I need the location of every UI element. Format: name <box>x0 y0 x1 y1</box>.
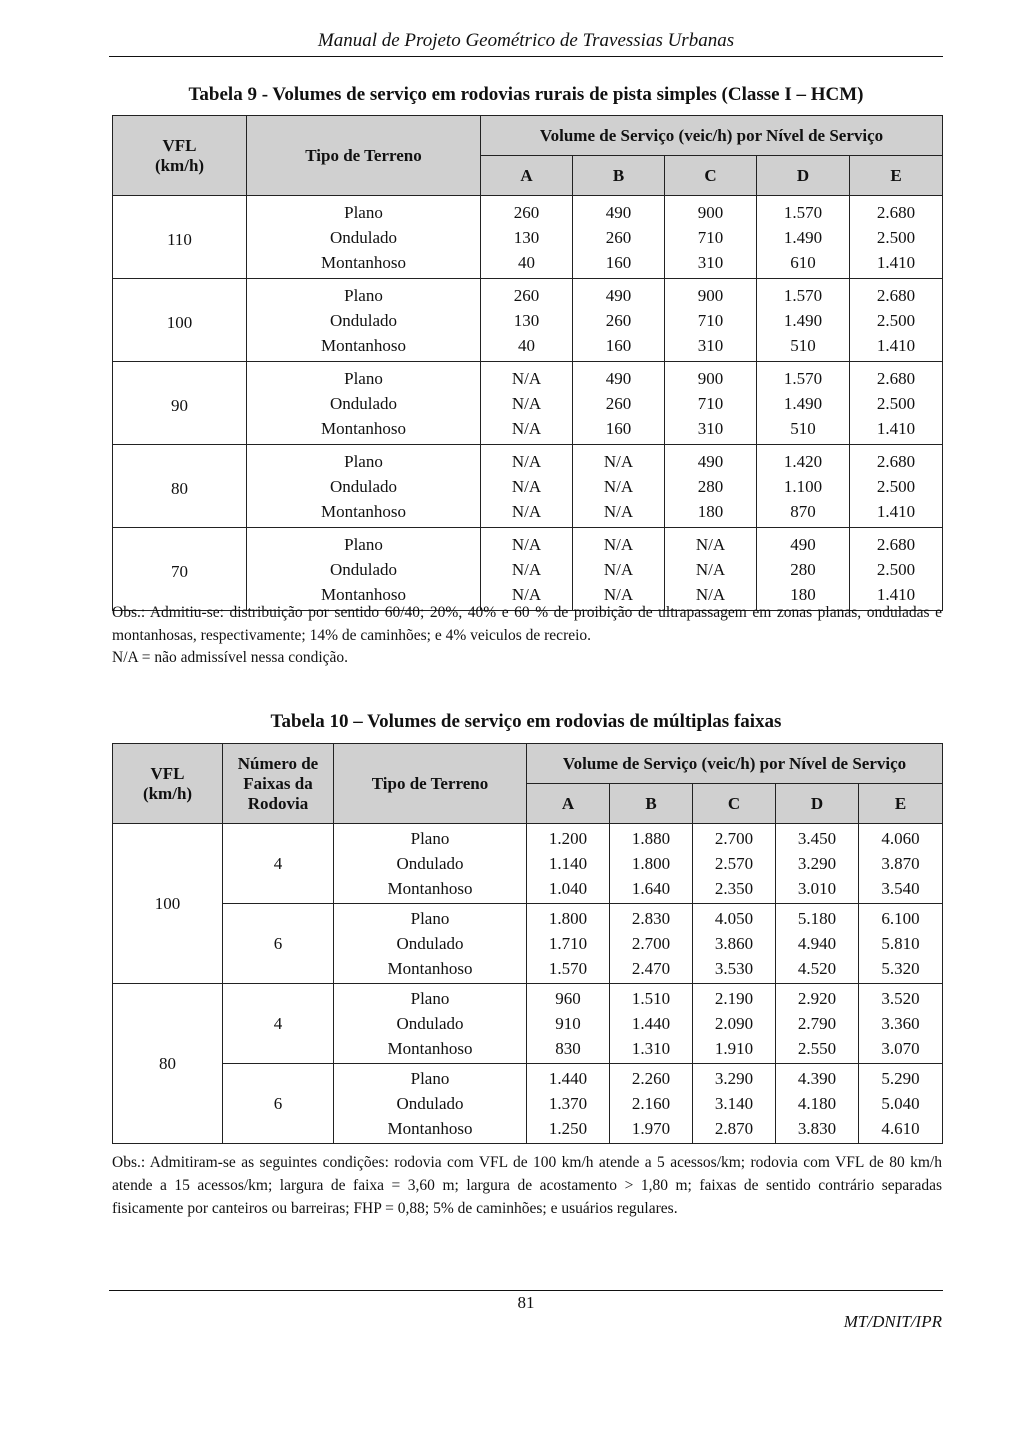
value-cell: 3.290 <box>693 1064 776 1092</box>
value-cell: N/A <box>481 416 573 445</box>
value-cell: 710 <box>665 308 757 333</box>
value-cell: N/A <box>481 582 573 611</box>
vfl-cell: 100 <box>113 279 247 362</box>
table9 <box>112 115 943 611</box>
table-row <box>113 824 943 852</box>
value-cell: N/A <box>573 474 665 499</box>
value-cell: 3.870 <box>859 851 943 876</box>
value-cell: 4.940 <box>776 931 859 956</box>
value-cell: N/A <box>665 557 757 582</box>
value-cell: 1.420 <box>757 445 850 475</box>
value-cell: 900 <box>665 279 757 309</box>
value-cell: 1.800 <box>610 851 693 876</box>
table10-observation: Obs.: Admitiram-se as seguintes condições: rodovia com VFL de 100 km/h atende a 5 acessos/km; rodovia com VFL de 80 km/h atende a 15 acessos/km; largura de faixa = 3,60 m; largura de acostamento > 1,80 m; faixas de sentido contrário separadas fisicamente por canteiros ou barreiras; FHP = 0,88; 5% de caminhões; e usuários regulares. <box>112 1154 942 1217</box>
value-cell: 4.180 <box>776 1091 859 1116</box>
value-cell: 510 <box>757 333 850 362</box>
value-cell: 1.490 <box>757 391 850 416</box>
table10-header-level-a: A <box>527 784 610 824</box>
terrain-cell: Ondulado <box>334 851 527 876</box>
table10-title: Tabela 10 – Volumes de serviço em rodovias de múltiplas faixas <box>270 711 782 732</box>
vfl-cell: 110 <box>113 196 247 279</box>
table9-header-level-a: A <box>481 156 573 196</box>
value-cell: 4.390 <box>776 1064 859 1092</box>
value-cell: 2.160 <box>610 1091 693 1116</box>
lanes-cell: 4 <box>223 984 334 1064</box>
value-cell: N/A <box>481 391 573 416</box>
table-row <box>113 445 943 475</box>
footer-rule <box>109 1290 943 1291</box>
value-cell: 960 <box>527 984 610 1012</box>
value-cell: 1.140 <box>527 851 610 876</box>
value-cell: 2.700 <box>610 931 693 956</box>
table9-header-vfl: VFL (km/h) <box>113 116 247 196</box>
value-cell: N/A <box>481 528 573 558</box>
value-cell: 310 <box>665 416 757 445</box>
value-cell: 130 <box>481 308 573 333</box>
vfl-cell: 80 <box>113 445 247 528</box>
table10-header-level-d: D <box>776 784 859 824</box>
value-cell: 2.350 <box>693 876 776 904</box>
value-cell: N/A <box>665 528 757 558</box>
value-cell: 160 <box>573 416 665 445</box>
value-cell: 180 <box>665 499 757 528</box>
value-cell: 1.710 <box>527 931 610 956</box>
value-cell: 490 <box>757 528 850 558</box>
value-cell: 1.410 <box>850 499 943 528</box>
vfl-cell: 90 <box>113 362 247 445</box>
value-cell: 1.880 <box>610 824 693 852</box>
value-cell: 1.410 <box>850 333 943 362</box>
value-cell: N/A <box>481 445 573 475</box>
value-cell: 160 <box>573 250 665 279</box>
value-cell: 1.410 <box>850 582 943 611</box>
terrain-cell: Plano <box>247 528 481 558</box>
value-cell: 2.830 <box>610 904 693 932</box>
value-cell: 2.680 <box>850 445 943 475</box>
value-cell: 2.920 <box>776 984 859 1012</box>
value-cell: 1.310 <box>610 1036 693 1064</box>
value-cell: 1.200 <box>527 824 610 852</box>
terrain-cell: Plano <box>334 1064 527 1092</box>
value-cell: 2.500 <box>850 557 943 582</box>
lanes-cell: 4 <box>223 824 334 904</box>
value-cell: 1.410 <box>850 416 943 445</box>
value-cell: 3.360 <box>859 1011 943 1036</box>
terrain-cell: Montanhoso <box>247 416 481 445</box>
value-cell: 490 <box>665 445 757 475</box>
value-cell: 490 <box>573 279 665 309</box>
value-cell: N/A <box>665 582 757 611</box>
table9-header-level-d: D <box>757 156 850 196</box>
terrain-cell: Ondulado <box>247 474 481 499</box>
vfl-cell: 100 <box>113 824 223 984</box>
value-cell: 2.570 <box>693 851 776 876</box>
value-cell: 1.510 <box>610 984 693 1012</box>
table9-header-level-e: E <box>850 156 943 196</box>
value-cell: 160 <box>573 333 665 362</box>
value-cell: 280 <box>665 474 757 499</box>
value-cell: 1.490 <box>757 225 850 250</box>
table-row <box>113 362 943 392</box>
terrain-cell: Plano <box>334 824 527 852</box>
lanes-cell: 6 <box>223 904 334 984</box>
value-cell: 2.680 <box>850 362 943 392</box>
table9-header-level-c: C <box>665 156 757 196</box>
value-cell: 3.540 <box>859 876 943 904</box>
terrain-cell: Ondulado <box>334 1091 527 1116</box>
table9-title: Tabela 9 - Volumes de serviço em rodovias rurais de pista simples (Classe I – HCM) <box>188 84 864 105</box>
value-cell: 260 <box>573 225 665 250</box>
vfl-cell: 80 <box>113 984 223 1144</box>
value-cell: 710 <box>665 225 757 250</box>
table10-header-level-c: C <box>693 784 776 824</box>
terrain-cell: Ondulado <box>247 225 481 250</box>
value-cell: 4.520 <box>776 956 859 984</box>
value-cell: N/A <box>573 582 665 611</box>
value-cell: N/A <box>573 528 665 558</box>
terrain-cell: Montanhoso <box>334 876 527 904</box>
value-cell: 2.470 <box>610 956 693 984</box>
value-cell: 910 <box>527 1011 610 1036</box>
value-cell: 1.370 <box>527 1091 610 1116</box>
terrain-cell: Plano <box>247 362 481 392</box>
value-cell: 4.060 <box>859 824 943 852</box>
table9-header-volume: Volume de Serviço (veic/h) por Nível de Serviço <box>481 116 943 156</box>
table-row <box>113 528 943 558</box>
value-cell: 130 <box>481 225 573 250</box>
terrain-cell: Plano <box>247 445 481 475</box>
terrain-cell: Plano <box>334 984 527 1012</box>
value-cell: N/A <box>481 362 573 392</box>
value-cell: 490 <box>573 196 665 226</box>
value-cell: 260 <box>573 308 665 333</box>
value-cell: 5.040 <box>859 1091 943 1116</box>
value-cell: 3.860 <box>693 931 776 956</box>
value-cell: 1.570 <box>757 362 850 392</box>
value-cell: N/A <box>481 474 573 499</box>
table-row <box>113 1064 943 1092</box>
value-cell: N/A <box>573 557 665 582</box>
terrain-cell: Montanhoso <box>334 1116 527 1144</box>
value-cell: N/A <box>481 499 573 528</box>
value-cell: 3.070 <box>859 1036 943 1064</box>
value-cell: 2.870 <box>693 1116 776 1144</box>
value-cell: 4.610 <box>859 1116 943 1144</box>
terrain-cell: Montanhoso <box>334 1036 527 1064</box>
table10-header-level-e: E <box>859 784 943 824</box>
value-cell: 2.680 <box>850 528 943 558</box>
value-cell: 3.450 <box>776 824 859 852</box>
table10-header-level-b: B <box>610 784 693 824</box>
terrain-cell: Montanhoso <box>334 956 527 984</box>
value-cell: 5.810 <box>859 931 943 956</box>
value-cell: 870 <box>757 499 850 528</box>
terrain-cell: Ondulado <box>334 931 527 956</box>
value-cell: 900 <box>665 362 757 392</box>
value-cell: 2.260 <box>610 1064 693 1092</box>
terrain-cell: Ondulado <box>247 557 481 582</box>
table-row <box>113 984 943 1012</box>
value-cell: 1.970 <box>610 1116 693 1144</box>
table10-header-lanes: Número de Faixas da Rodovia <box>223 744 334 824</box>
value-cell: 2.790 <box>776 1011 859 1036</box>
vfl-cell: 70 <box>113 528 247 611</box>
table10-header-volume: Volume de Serviço (veic/h) por Nível de Serviço <box>527 744 943 784</box>
value-cell: 610 <box>757 250 850 279</box>
value-cell: 5.290 <box>859 1064 943 1092</box>
value-cell: 3.010 <box>776 876 859 904</box>
page-header-title: Manual de Projeto Geométrico de Travessias Urbanas <box>317 30 735 51</box>
value-cell: 1.440 <box>527 1064 610 1092</box>
terrain-cell: Montanhoso <box>247 250 481 279</box>
value-cell: 2.190 <box>693 984 776 1012</box>
value-cell: 2.090 <box>693 1011 776 1036</box>
value-cell: 2.680 <box>850 279 943 309</box>
terrain-cell: Plano <box>247 196 481 226</box>
terrain-cell: Montanhoso <box>247 582 481 611</box>
table-row <box>113 196 943 226</box>
value-cell: 310 <box>665 250 757 279</box>
value-cell: 3.520 <box>859 984 943 1012</box>
value-cell: 2.500 <box>850 474 943 499</box>
value-cell: 1.570 <box>527 956 610 984</box>
value-cell: 2.700 <box>693 824 776 852</box>
value-cell: 40 <box>481 333 573 362</box>
value-cell: 3.140 <box>693 1091 776 1116</box>
value-cell: 1.040 <box>527 876 610 904</box>
value-cell: 1.440 <box>610 1011 693 1036</box>
table10-header-vfl: VFL (km/h) <box>113 744 223 824</box>
value-cell: 6.100 <box>859 904 943 932</box>
value-cell: 1.410 <box>850 250 943 279</box>
value-cell: 830 <box>527 1036 610 1064</box>
value-cell: 2.500 <box>850 225 943 250</box>
terrain-cell: Plano <box>334 904 527 932</box>
value-cell: N/A <box>481 557 573 582</box>
value-cell: 490 <box>573 362 665 392</box>
value-cell: 40 <box>481 250 573 279</box>
value-cell: 1.570 <box>757 279 850 309</box>
value-cell: 280 <box>757 557 850 582</box>
value-cell: 710 <box>665 391 757 416</box>
value-cell: 1.100 <box>757 474 850 499</box>
table9-observation: Obs.: Admitiu-se: distribuição por sentido 60/40; 20%, 40% e 60 % de proibição de ultrapassagem em zonas planas, onduladas e montanhosas, respectivamente; 14% de caminhões; e 4% veiculos de recreio. <box>112 604 942 644</box>
value-cell: 510 <box>757 416 850 445</box>
value-cell: 260 <box>573 391 665 416</box>
table-row <box>113 904 943 932</box>
value-cell: 180 <box>757 582 850 611</box>
value-cell: 5.320 <box>859 956 943 984</box>
value-cell: 1.800 <box>527 904 610 932</box>
value-cell: 260 <box>481 279 573 309</box>
value-cell: 3.290 <box>776 851 859 876</box>
value-cell: 310 <box>665 333 757 362</box>
value-cell: 1.250 <box>527 1116 610 1144</box>
value-cell: 2.680 <box>850 196 943 226</box>
table9-na-note: N/A = não admissível nessa condição. <box>112 649 349 666</box>
value-cell: 1.640 <box>610 876 693 904</box>
value-cell: 900 <box>665 196 757 226</box>
value-cell: 1.490 <box>757 308 850 333</box>
terrain-cell: Ondulado <box>247 391 481 416</box>
lanes-cell: 6 <box>223 1064 334 1144</box>
value-cell: 3.830 <box>776 1116 859 1144</box>
terrain-cell: Plano <box>247 279 481 309</box>
value-cell: 4.050 <box>693 904 776 932</box>
table9-header-terrain: Tipo de Terreno <box>247 116 481 196</box>
value-cell: 3.530 <box>693 956 776 984</box>
value-cell: N/A <box>573 499 665 528</box>
table10 <box>112 743 943 1144</box>
table-row <box>113 279 943 309</box>
value-cell: 2.550 <box>776 1036 859 1064</box>
terrain-cell: Ondulado <box>334 1011 527 1036</box>
terrain-cell: Ondulado <box>247 308 481 333</box>
value-cell: 1.570 <box>757 196 850 226</box>
header-rule <box>109 56 943 57</box>
terrain-cell: Montanhoso <box>247 333 481 362</box>
footer-code: MT/DNIT/IPR <box>843 1312 942 1331</box>
terrain-cell: Montanhoso <box>247 499 481 528</box>
value-cell: 1.910 <box>693 1036 776 1064</box>
value-cell: N/A <box>573 445 665 475</box>
table9-header-level-b: B <box>573 156 665 196</box>
value-cell: 2.500 <box>850 391 943 416</box>
page-number: 81 <box>517 1293 535 1312</box>
value-cell: 260 <box>481 196 573 226</box>
table10-header-terrain: Tipo de Terreno <box>334 744 527 824</box>
value-cell: 2.500 <box>850 308 943 333</box>
value-cell: 5.180 <box>776 904 859 932</box>
